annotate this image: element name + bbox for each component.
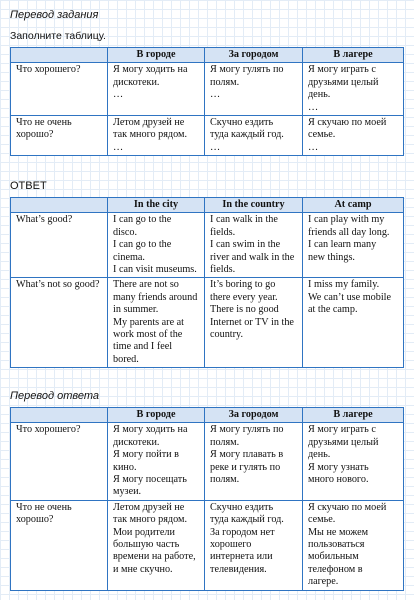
cell-line: Я могу играть с [308, 64, 376, 76]
cell-line: полям. [210, 436, 240, 448]
cell-line: туда каждый год. [210, 129, 284, 141]
cell-line: пользоваться [308, 539, 365, 551]
cell-line: полям. [210, 474, 240, 486]
task-translation-heading: Перевод задания [10, 9, 99, 21]
cell-line: Я могу гулять по [210, 64, 284, 76]
cell-line: реке и гулять по [210, 461, 281, 473]
table-cell [108, 116, 205, 156]
cell-line: … [113, 141, 124, 153]
cell-line: bored. [113, 353, 139, 365]
cell-line: музеи. [113, 486, 142, 498]
row-label [11, 116, 108, 156]
cell-line: friends all day long. [308, 226, 390, 238]
table-cell [205, 116, 303, 156]
column-header: За городом [205, 408, 303, 423]
cell-line: телефоном в [308, 563, 363, 575]
cell-line: I can visit museums. [113, 264, 197, 276]
table-row [11, 63, 404, 116]
table-cell [205, 63, 303, 116]
cell-line: there every year. [210, 291, 278, 303]
table-cell [205, 213, 303, 278]
column-header: In the country [205, 198, 303, 213]
cell-line: день. [308, 89, 331, 101]
cell-line: большую часть [113, 539, 180, 551]
cell-line: … [210, 141, 221, 153]
cell-line: We can’t use mobile [308, 291, 392, 303]
row-label [11, 213, 108, 278]
row-label [11, 278, 108, 368]
cell-line: Я могу играть с [308, 424, 376, 436]
row-label-line: Что хорошего? [16, 424, 81, 436]
table-row [11, 116, 404, 156]
table-cell [108, 423, 205, 500]
cell-line: Internet or TV in the [210, 316, 294, 328]
row-label-line: What’s not so good? [16, 279, 100, 291]
cell-line: I can go to the [113, 214, 172, 226]
cell-line: туда каждый год. [210, 514, 284, 526]
table-cell [205, 423, 303, 500]
cell-line: Летом друзей не [113, 501, 185, 513]
cell-line: There is no good [210, 304, 279, 316]
cell-line: country. [210, 329, 244, 341]
cell-line: Летом друзей не [113, 117, 185, 129]
column-header: В городе [108, 408, 205, 423]
column-header: В лагере [303, 408, 404, 423]
cell-line: … [113, 89, 124, 101]
cell-line: Я могу ходить на [113, 424, 188, 436]
table-row [11, 423, 404, 500]
cell-line: I can walk in the [210, 214, 278, 226]
header-corner [11, 48, 108, 63]
cell-line: Скучно ездить [210, 501, 274, 513]
cell-line: new things. [308, 251, 355, 263]
cell-line: дискотеки. [113, 76, 160, 88]
table-cell [303, 63, 404, 116]
table-cell [303, 213, 404, 278]
cell-line: time and I feel [113, 341, 173, 353]
cell-line: There are not so [113, 279, 179, 291]
cell-line: … [308, 101, 319, 113]
cell-line: I miss my family. [308, 279, 380, 291]
row-label-line: хорошо? [16, 514, 54, 526]
header-row [11, 408, 404, 423]
table-cell [108, 500, 205, 590]
header-corner [11, 408, 108, 423]
cell-line: Я могу пойти в [113, 449, 179, 461]
cell-line: fields. [210, 264, 236, 276]
cell-line: так много рядом. [113, 514, 188, 526]
table-row [11, 278, 404, 368]
cell-line: river and walk in the [210, 251, 295, 263]
cell-line: Я могу ходить на [113, 64, 188, 76]
table-cell [108, 63, 205, 116]
row-label-line: Что не очень [16, 501, 72, 513]
cell-line: дискотеки. [113, 436, 160, 448]
cell-line: семье. [308, 514, 336, 526]
cell-line: мобильным [308, 551, 359, 563]
table-cell [205, 278, 303, 368]
cell-line: disco. [113, 226, 138, 238]
cell-line: Я могу посещать [113, 474, 187, 486]
cell-line: I can go to the [113, 239, 172, 251]
table-cell [108, 278, 205, 368]
cell-line: fields. [210, 226, 236, 238]
cell-line: in summer. [113, 304, 159, 316]
cell-line: many friends around [113, 291, 198, 303]
cell-line: так много рядом. [113, 129, 188, 141]
column-header: In the city [108, 198, 205, 213]
cell-line: I can swim in the [210, 239, 281, 251]
table-cell [303, 423, 404, 500]
cell-line: cinema. [113, 251, 145, 263]
cell-line: друзьями целый [308, 436, 379, 448]
answer-translation-table [10, 407, 404, 591]
cell-line: За городом нет [210, 526, 275, 538]
cell-line: Я могу плавать в [210, 449, 284, 461]
cell-line: … [308, 141, 319, 153]
table-row [11, 500, 404, 590]
cell-line: интернета или [210, 551, 273, 563]
cell-line: времени на работе, [113, 551, 196, 563]
answer-table [10, 197, 404, 368]
answer-translation-heading: Перевод ответа [10, 390, 100, 402]
cell-line: … [210, 89, 221, 101]
cell-line: work most of the [113, 329, 183, 341]
cell-line: телевидения. [210, 563, 267, 575]
header-row [11, 198, 404, 213]
cell-line: лагере. [308, 576, 339, 588]
row-label-line: хорошо? [16, 129, 54, 141]
column-header: В лагере [303, 48, 404, 63]
table-cell [303, 500, 404, 590]
header-corner [11, 198, 108, 213]
cell-line: I can learn many [308, 239, 377, 251]
column-header: At camp [303, 198, 404, 213]
row-label-line: Что не очень [16, 117, 72, 129]
table-cell [108, 213, 205, 278]
header-row [11, 48, 404, 63]
table-row [11, 213, 404, 278]
cell-line: друзьями целый [308, 76, 379, 88]
table-cell [205, 500, 303, 590]
cell-line: My parents are at [113, 316, 184, 328]
cell-line: Я могу гулять по [210, 424, 284, 436]
column-header: За городом [205, 48, 303, 63]
row-label-line: What’s good? [16, 214, 73, 226]
cell-line: It’s boring to go [210, 279, 276, 291]
task-instruction: Заполните таблицу. [10, 30, 106, 42]
cell-line: Я скучаю по моей [308, 117, 387, 129]
cell-line: день. [308, 449, 331, 461]
cell-line: кино. [113, 461, 137, 473]
row-label [11, 500, 108, 590]
row-label [11, 63, 108, 116]
answer-heading: ОТВЕТ [10, 180, 47, 192]
cell-line: много нового. [308, 474, 369, 486]
cell-line: полям. [210, 76, 240, 88]
cell-line: семье. [308, 129, 336, 141]
cell-line: Мы не можем [308, 526, 369, 538]
cell-line: Я скучаю по моей [308, 501, 387, 513]
table-cell [303, 278, 404, 368]
cell-line: хорошего [210, 539, 252, 551]
cell-line: Мои родители [113, 526, 175, 538]
task-table [10, 47, 404, 156]
cell-line: at the camp. [308, 304, 358, 316]
row-label [11, 423, 108, 500]
cell-line: и мне скучно. [113, 563, 173, 575]
cell-line: Скучно ездить [210, 117, 274, 129]
table-cell [303, 116, 404, 156]
cell-line: Я могу узнать [308, 461, 369, 473]
column-header: В городе [108, 48, 205, 63]
row-label-line: Что хорошего? [16, 64, 81, 76]
cell-line: I can play with my [308, 214, 385, 226]
